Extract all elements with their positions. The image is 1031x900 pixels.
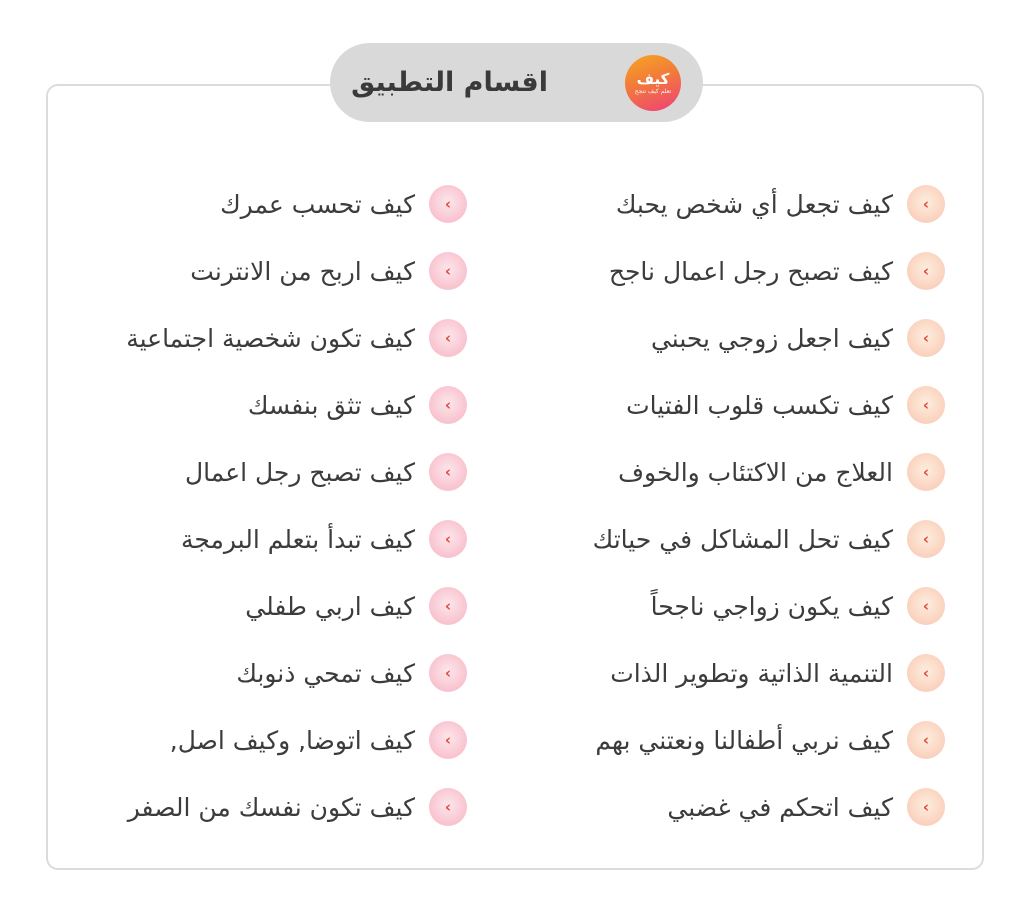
bullet-icon [907,721,945,759]
bullet-icon [429,721,467,759]
section-item-label: العلاج من الاكتئاب والخوف [618,457,893,487]
bullet-icon [907,654,945,692]
section-item-label: كيف تمحي ذنوبك [236,658,415,688]
section-item[interactable] [190,249,467,293]
bullet-icon [907,788,945,826]
bullet-icon [429,252,467,290]
chevron-left-icon: ‹ [444,395,452,414]
section-item-label: كيف اتوضا, وكيف اصل, [169,725,415,755]
section-item[interactable] [595,718,945,762]
bullet-icon [429,654,467,692]
section-item-label: كيف اربي طفلي [245,591,415,621]
section-item[interactable] [185,450,467,494]
section-item[interactable] [126,316,467,360]
section-item[interactable] [236,651,467,695]
section-item[interactable] [170,718,467,762]
logo-word: كيف [636,69,670,88]
section-item-label: كيف تكون شخصية اجتماعية [126,323,415,353]
bullet-icon [907,520,945,558]
section-item-label: كيف تحل المشاكل في حياتك [592,524,893,554]
bullet-icon [429,788,467,826]
chevron-left-icon: ‹ [444,462,452,481]
bullet-icon [429,319,467,357]
bullet-icon [429,520,467,558]
logo-subtitle: تعلم كيف تنجح [634,87,672,95]
section-item-label: كيف تثق بنفسك [247,390,415,420]
section-item-label: التنمية الذاتية وتطوير الذات [610,658,893,688]
section-item-label: كيف اجعل زوجي يحبني [650,323,893,353]
chevron-left-icon: ‹ [922,529,930,548]
section-item[interactable] [616,182,945,226]
bullet-icon [907,386,945,424]
chevron-left-icon: ‹ [444,797,452,816]
chevron-left-icon: ‹ [922,395,930,414]
app-logo [625,55,681,111]
section-item[interactable] [610,651,945,695]
page-title: اقسام التطبيق [351,67,548,98]
section-item[interactable] [593,517,945,561]
section-item-label: كيف تحسب عمرك [220,189,415,219]
chevron-left-icon: ‹ [444,596,452,615]
section-item[interactable] [626,383,945,427]
chevron-left-icon: ‹ [922,261,930,280]
bullet-icon [429,453,467,491]
chevron-left-icon: ‹ [922,328,930,347]
chevron-left-icon: ‹ [444,194,452,213]
section-item[interactable] [181,517,467,561]
section-item-label: كيف نربي أطفالنا ونعتني بهم [595,725,893,755]
section-item-label: كيف تبدأ بتعلم البرمجة [180,524,415,554]
chevron-left-icon: ‹ [922,194,930,213]
section-item-label: كيف تكون نفسك من الصفر [127,792,415,822]
section-item[interactable] [245,584,467,628]
chevron-left-icon: ‹ [922,797,930,816]
chevron-left-icon: ‹ [444,328,452,347]
chevron-left-icon: ‹ [922,730,930,749]
bullet-icon [429,185,467,223]
section-item-label: كيف اربح من الانترنت [190,256,415,286]
sections-header [330,43,703,122]
chevron-left-icon: ‹ [922,596,930,615]
chevron-left-icon: ‹ [922,663,930,682]
section-item[interactable] [128,785,467,829]
bullet-icon [907,319,945,357]
section-item-label: كيف تجعل أي شخص يحبك [615,189,893,219]
bullet-icon [907,185,945,223]
section-item-label: كيف تصبح رجل اعمال [184,457,415,487]
chevron-left-icon: ‹ [444,730,452,749]
chevron-left-icon: ‹ [444,663,452,682]
section-item[interactable] [618,450,945,494]
section-item[interactable] [651,584,945,628]
section-item[interactable] [609,249,945,293]
bullet-icon [429,587,467,625]
chevron-left-icon: ‹ [444,529,452,548]
section-item[interactable] [248,383,467,427]
bullet-icon [429,386,467,424]
section-item[interactable] [220,182,467,226]
section-item[interactable] [651,316,945,360]
bullet-icon [907,252,945,290]
chevron-left-icon: ‹ [444,261,452,280]
section-item[interactable] [667,785,945,829]
bullet-icon [907,453,945,491]
section-item-label: كيف تصبح رجل اعمال ناجح [608,256,893,286]
section-item-label: كيف يكون زواجي ناجحاً [650,591,893,621]
bullet-icon [907,587,945,625]
section-item-label: كيف تكسب قلوب الفتيات [626,390,893,420]
chevron-left-icon: ‹ [922,462,930,481]
section-item-label: كيف اتحكم في غضبي [667,792,893,822]
